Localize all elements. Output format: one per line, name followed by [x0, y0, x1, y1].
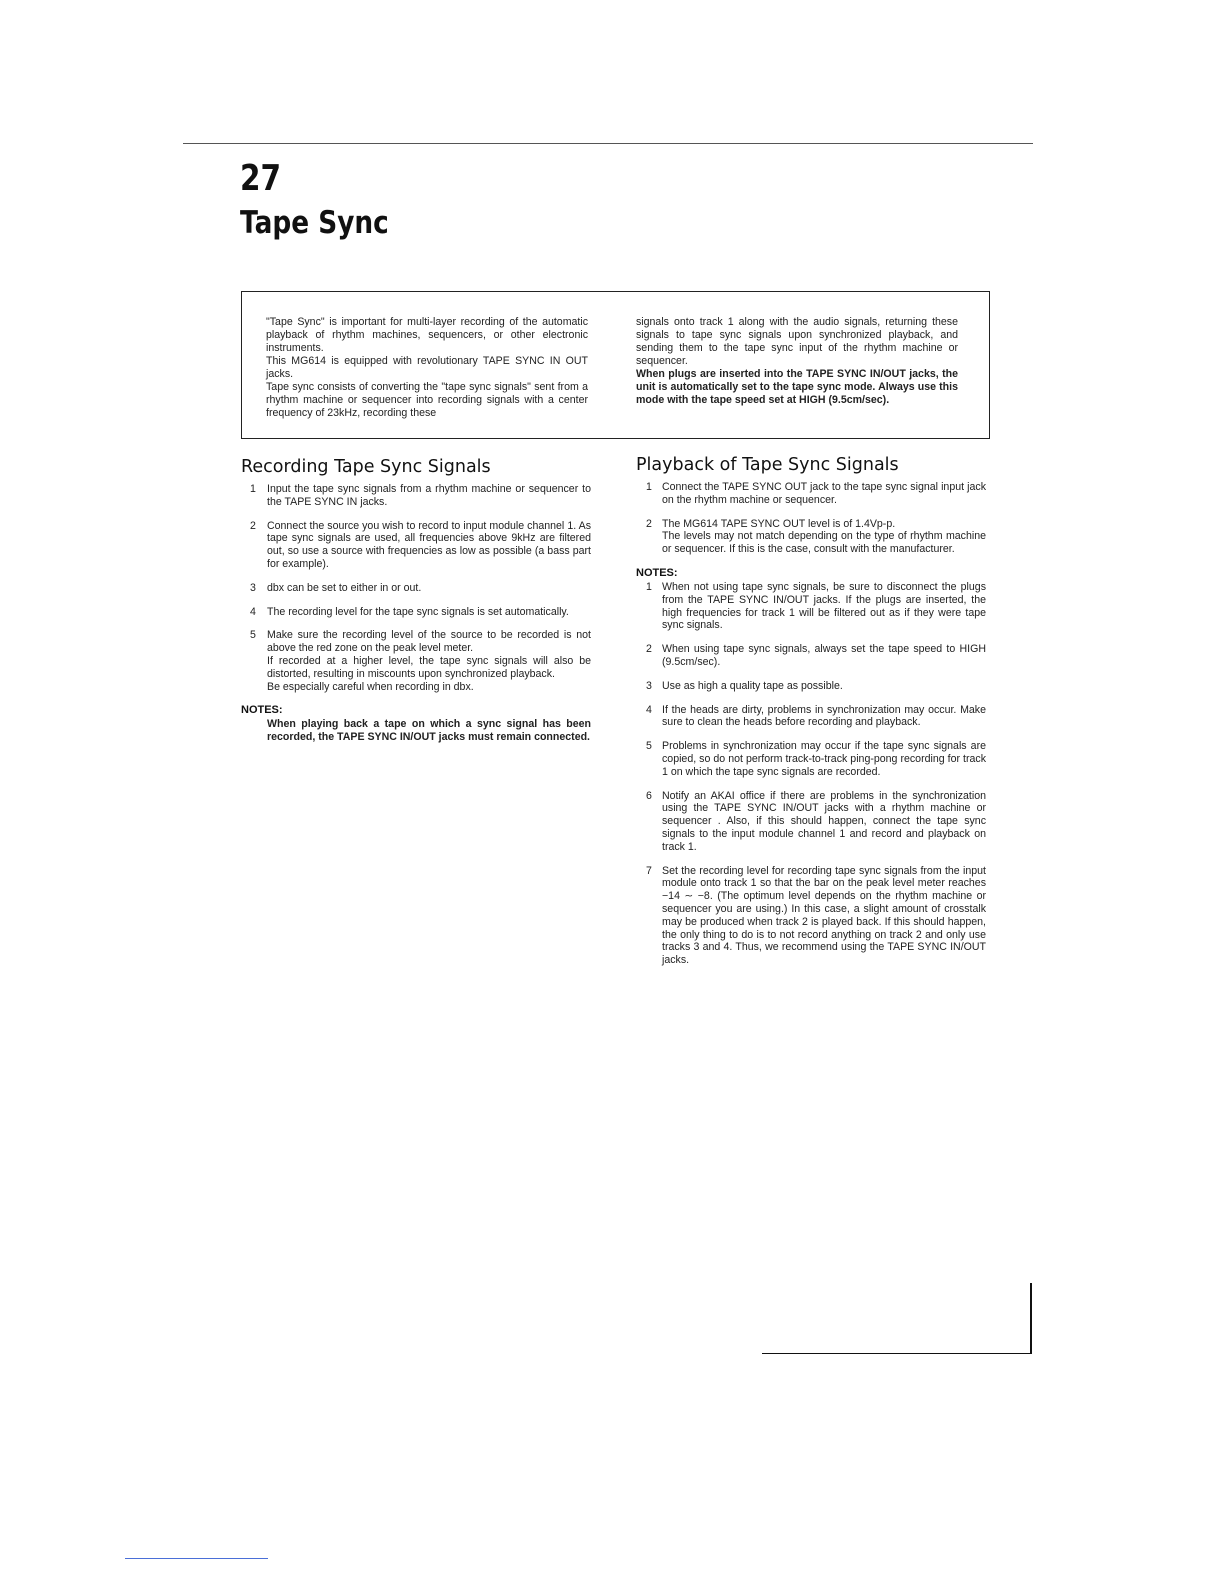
notes-text: When playing back a tape on which a sync signal has been recorded, the TAPE SYNC IN/OUT jacks must remain connected. [267, 718, 591, 744]
item-number: 5 [250, 629, 256, 642]
item-text: Use as high a quality tape as possible. [662, 679, 843, 692]
item-text: When not using tape sync signals, be sure to disconnect the plugs from the TAPE SYNC IN/OUT jacks. If the plugs are inserted, the high frequencies for track 1 will be filtered out as if they were tape sync signals. [662, 580, 986, 632]
list-item [241, 582, 591, 595]
item-number: 1 [646, 481, 652, 493]
notes-title: NOTES: [636, 566, 678, 579]
bottom-line [125, 1558, 268, 1559]
list-item [636, 581, 986, 632]
item-number: 3 [646, 679, 652, 692]
item-text: Set the recording level for recording tape sync signals from the input module onto track 1 so that the bar on the peak level meter reaches −14 ∼ −8. (The optimum level depends on the rhythm machine or sequencer you are using.) In this case, a slight amount of crosstalk may be produced when track 2 is played back. If this should happen, the only thing to do is to not record anything on track 2 and only use tracks 3 and 4. Thus, we recommend using the TAPE SYNC IN/OUT jacks. [662, 864, 986, 967]
item-text: If the heads are dirty, problems in synchronization may occur. Make sure to clean the heads before recording and playback. [662, 703, 986, 729]
item-number: 5 [646, 740, 652, 753]
item-number: 1 [250, 483, 256, 495]
recording-section [241, 457, 591, 744]
item-number: 2 [250, 519, 256, 532]
list-item [241, 520, 591, 571]
item-text: Connect the TAPE SYNC OUT jack to the tape sync signal input jack on the rhythm machine or sequencer. [662, 481, 986, 506]
item-number: 6 [646, 789, 652, 802]
item-number: 1 [646, 580, 652, 593]
list-item [636, 704, 986, 730]
item-text: Be especially careful when recording in dbx. [267, 680, 474, 693]
intro-box [241, 291, 990, 439]
item-text: The MG614 TAPE SYNC OUT level is of 1.4Vp-p. [662, 517, 896, 530]
top-rule [183, 143, 1033, 144]
item-text: Make sure the recording level of the source to be recorded is not above the red zone on the peak level meter. [267, 629, 591, 655]
playback-section-title: Playback of Tape Sync Signals [636, 455, 899, 475]
list-item [241, 606, 591, 619]
item-number: 3 [250, 581, 256, 594]
list-item [636, 680, 986, 693]
page-corner-bracket-vertical [1030, 1283, 1032, 1354]
recording-section-title: Recording Tape Sync Signals [241, 457, 491, 477]
playback-notes [636, 581, 986, 967]
item-number: 2 [646, 517, 652, 530]
list-item [636, 790, 986, 854]
list-item [241, 483, 591, 509]
playback-section [636, 455, 986, 978]
item-text: Input the tape sync signals from a rhythm machine or sequencer to the TAPE SYNC IN jacks. [267, 483, 591, 508]
intro-paragraph: "Tape Sync" is important for multi-layer recording of the automatic playback of rhythm machines, sequencers, or other electronic instruments. [266, 316, 588, 354]
list-item [636, 865, 986, 967]
item-number: 4 [646, 703, 652, 716]
item-text: If recorded at a higher level, the tape sync signals will also be distorted, resulting in miscounts upon synchronized playback. [267, 654, 591, 680]
item-text: Notify an AKAI office if there are problems in the synchronization using the TAPE SYNC IN/OUT jacks with a rhythm machine or sequencer . Also, if this should happen, connect the tape sync signals to the input module channel 1 and record and playback on track 1. [662, 789, 986, 853]
item-number: 4 [250, 605, 256, 618]
notes-title: NOTES: [241, 704, 283, 717]
intro-bold-note: When plugs are inserted into the TAPE SYNC IN/OUT jacks, the unit is automatically set to the tape sync mode. Always use this mode with the tape speed set at HIGH (9.5cm/sec). [636, 368, 958, 406]
list-item [636, 481, 986, 507]
item-text: Connect the source you wish to record to input module channel 1. As tape sync signals are used, all frequencies above 9kHz are filtered out, so use a source with frequencies as low as possible (a bass part for example). [267, 519, 591, 570]
intro-paragraph: signals onto track 1 along with the audio signals, returning these signals to tape sync signals upon synchronized playback, and sending them to the tape sync input of the rhythm machine or sequencer. [636, 316, 958, 367]
intro-paragraph: Tape sync consists of converting the "tape sync signals" sent from a rhythm machine or sequencer into recording signals with a center frequency of 23kHz, recording these [266, 381, 588, 419]
item-number: 7 [646, 864, 652, 877]
item-text: dbx can be set to either in or out. [267, 581, 422, 594]
list-item [241, 629, 591, 693]
intro-left-column [266, 316, 588, 420]
item-text: Problems in synchronization may occur if the tape sync signals are copied, so do not perform track-to-track ping-pong recording for track 1 on which the tape sync signals are recorded. [662, 740, 986, 778]
item-number: 2 [646, 643, 652, 656]
list-item [636, 518, 986, 556]
list-item [636, 643, 986, 669]
playback-steps [636, 481, 986, 556]
item-text: When using tape sync signals, always set the tape speed to HIGH (9.5cm/sec). [662, 643, 986, 668]
intro-right-column [636, 316, 958, 407]
item-text: The levels may not match depending on the type of rhythm machine or sequencer. If this is the case, consult with the manufacturer. [662, 530, 986, 556]
chapter-number: 27 [240, 158, 282, 199]
recording-steps [241, 483, 591, 693]
intro-paragraph: This MG614 is equipped with revolutionary TAPE SYNC IN OUT jacks. [266, 355, 588, 380]
chapter-title: Tape Sync [240, 205, 389, 241]
item-text: The recording level for the tape sync signals is set automatically. [267, 605, 569, 618]
list-item [636, 740, 986, 778]
page-corner-bracket-horizontal [762, 1353, 1032, 1354]
